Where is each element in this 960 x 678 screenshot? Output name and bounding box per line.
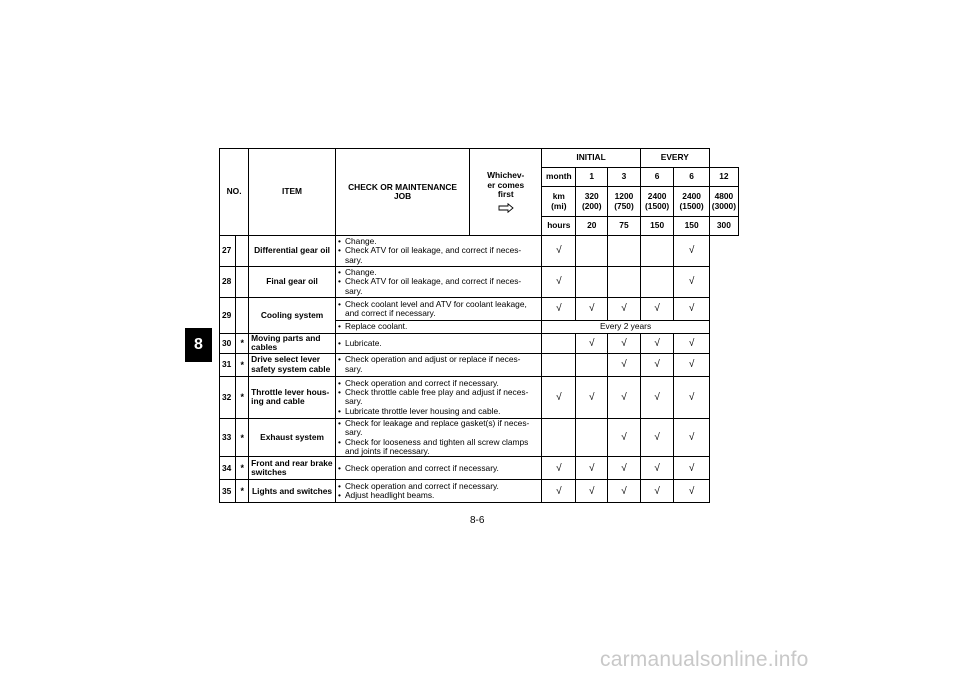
watermark: carmanualsonline.info bbox=[600, 648, 809, 671]
header-month-value: 1 bbox=[576, 168, 608, 187]
job-item bbox=[338, 300, 539, 319]
check-mark-icon: √ bbox=[556, 391, 562, 403]
check-cell bbox=[608, 376, 641, 418]
header-km-value: 320 (200) bbox=[576, 187, 608, 217]
job-item bbox=[338, 246, 539, 265]
check-mark-icon: √ bbox=[588, 337, 595, 349]
check-mark-icon: √ bbox=[654, 359, 660, 371]
table-row bbox=[220, 376, 739, 418]
interval-cell: Every 2 years bbox=[542, 321, 709, 334]
check-cell bbox=[542, 267, 576, 298]
row-item-line: Front and rear brake bbox=[251, 458, 333, 469]
row-item-line: Moving parts and bbox=[251, 333, 321, 343]
check-cell bbox=[576, 267, 608, 298]
header-whichever-first: Whichev- er comes first bbox=[470, 149, 542, 236]
table-row bbox=[220, 418, 739, 457]
check-mark-icon: √ bbox=[588, 303, 595, 315]
row-item bbox=[249, 298, 336, 334]
job-line: Check operation and correct if necessary. bbox=[344, 377, 499, 388]
header-every: EVERY bbox=[640, 149, 709, 168]
check-cell bbox=[674, 267, 709, 298]
row-job bbox=[335, 298, 541, 321]
job-item bbox=[338, 407, 539, 416]
job-line: sary. bbox=[344, 285, 363, 296]
check-cell bbox=[608, 298, 641, 321]
header-km-value: 4800 (3000) bbox=[709, 187, 738, 217]
check-cell bbox=[674, 236, 709, 267]
check-mark-icon: √ bbox=[688, 462, 695, 474]
check-cell bbox=[674, 418, 709, 457]
page-number: 8-6 bbox=[470, 515, 485, 526]
row-item-line: Drive select lever bbox=[251, 354, 321, 365]
check-mark-icon: √ bbox=[688, 337, 695, 349]
check-cell bbox=[640, 376, 674, 418]
check-cell bbox=[542, 236, 576, 267]
job-list bbox=[338, 419, 539, 457]
table-row bbox=[220, 236, 739, 267]
section-tab: 8 bbox=[185, 328, 212, 362]
row-item bbox=[249, 480, 336, 503]
job-list bbox=[338, 300, 539, 319]
job-line: Check operation and adjust or replace if neces- bbox=[344, 354, 521, 365]
job-line: Check operation and correct if necessary. bbox=[344, 481, 499, 492]
check-cell bbox=[542, 298, 576, 321]
check-mark-icon: √ bbox=[621, 432, 627, 444]
check-mark-icon: √ bbox=[688, 391, 695, 403]
job-line: Check ATV for oil leakage, and correct if neces- bbox=[344, 245, 522, 256]
row-star bbox=[236, 236, 249, 267]
check-cell bbox=[608, 418, 641, 457]
row-star bbox=[236, 298, 249, 334]
table-row bbox=[220, 267, 739, 298]
check-mark-icon: √ bbox=[688, 432, 695, 444]
header-month-label: month bbox=[542, 168, 576, 187]
check-cell bbox=[640, 480, 674, 503]
check-mark-icon: √ bbox=[556, 485, 562, 497]
check-mark-icon: √ bbox=[654, 485, 660, 497]
check-mark-icon: √ bbox=[588, 391, 595, 403]
header-km-label: km (mi) bbox=[542, 187, 576, 217]
check-mark-icon: √ bbox=[621, 462, 627, 474]
check-cell bbox=[640, 236, 674, 267]
row-number: 27 bbox=[220, 236, 236, 267]
header-month-value: 12 bbox=[709, 168, 738, 187]
header-hours-value: 150 bbox=[640, 217, 674, 236]
job-list bbox=[338, 379, 539, 417]
row-number: 35 bbox=[220, 480, 236, 503]
job-line: Check operation and correct if necessary. bbox=[344, 462, 499, 473]
header-job: CHECK OR MAINTENANCE JOB bbox=[335, 149, 469, 236]
header-hours-value: 20 bbox=[576, 217, 608, 236]
check-mark-icon: √ bbox=[654, 303, 660, 315]
job-line: Check ATV for oil leakage, and correct if neces- bbox=[344, 276, 522, 287]
row-item bbox=[249, 418, 336, 457]
check-cell bbox=[640, 298, 674, 321]
row-number: 32 bbox=[220, 376, 236, 418]
job-item bbox=[338, 388, 539, 407]
job-item bbox=[338, 491, 539, 500]
job-list bbox=[338, 339, 539, 348]
check-cell bbox=[608, 334, 641, 354]
table-row bbox=[220, 353, 739, 376]
check-cell bbox=[576, 376, 608, 418]
check-mark-icon: √ bbox=[654, 391, 660, 403]
job-line: Check for looseness and tighten all screw clamps bbox=[344, 436, 529, 447]
row-item-line: Lights and switches bbox=[252, 485, 333, 496]
job-line: and joints if necessary. bbox=[344, 446, 430, 457]
check-cell bbox=[608, 457, 641, 480]
row-number: 33 bbox=[220, 418, 236, 457]
check-cell bbox=[576, 298, 608, 321]
check-cell bbox=[640, 457, 674, 480]
row-number: 29 bbox=[220, 298, 236, 334]
check-cell bbox=[542, 480, 576, 503]
header-month-value: 3 bbox=[608, 168, 641, 187]
row-item bbox=[249, 353, 336, 376]
row-item bbox=[249, 267, 336, 298]
row-item-line: cables bbox=[251, 342, 278, 353]
check-cell bbox=[576, 236, 608, 267]
row-number: 30 bbox=[220, 334, 236, 354]
row-job bbox=[335, 334, 541, 354]
header-month-value: 6 bbox=[674, 168, 709, 187]
check-mark-icon: √ bbox=[654, 432, 660, 444]
row-star: * bbox=[236, 418, 249, 457]
job-item bbox=[338, 339, 539, 348]
job-line: Lubricate. bbox=[344, 337, 382, 348]
row-item-line: Differential gear oil bbox=[254, 245, 330, 256]
check-cell bbox=[608, 480, 641, 503]
check-cell bbox=[542, 353, 576, 376]
check-cell bbox=[542, 418, 576, 457]
job-item bbox=[338, 355, 539, 374]
arrow-right-outline-icon bbox=[498, 203, 514, 213]
job-line: Check coolant level and ATV for coolant leakage, bbox=[344, 298, 527, 309]
check-cell bbox=[542, 457, 576, 480]
check-mark-icon: √ bbox=[556, 276, 562, 288]
row-item-line: Exhaust system bbox=[260, 431, 324, 442]
table-row bbox=[220, 457, 739, 480]
job-line: sary. bbox=[344, 363, 363, 374]
row-job bbox=[335, 267, 541, 298]
job-item bbox=[338, 464, 539, 473]
check-mark-icon: √ bbox=[556, 245, 562, 257]
check-cell bbox=[640, 267, 674, 298]
row-star: * bbox=[236, 457, 249, 480]
check-mark-icon: √ bbox=[588, 462, 595, 474]
job-line: Adjust headlight beams. bbox=[344, 490, 435, 501]
row-item bbox=[249, 457, 336, 480]
row-number: 28 bbox=[220, 267, 236, 298]
row-item-line: safety system cable bbox=[251, 363, 331, 374]
job-item bbox=[338, 419, 539, 438]
check-cell bbox=[576, 418, 608, 457]
job-line: Change. bbox=[344, 266, 377, 277]
row-item-line: Cooling system bbox=[260, 309, 324, 320]
job-line: Lubricate throttle lever housing and cable. bbox=[344, 405, 501, 416]
maintenance-rows bbox=[220, 236, 739, 503]
row-number: 34 bbox=[220, 457, 236, 480]
check-cell bbox=[674, 376, 709, 418]
check-mark-icon: √ bbox=[556, 303, 562, 315]
header-item: ITEM bbox=[249, 149, 336, 236]
check-cell bbox=[674, 298, 709, 321]
check-mark-icon: √ bbox=[621, 303, 627, 315]
row-item bbox=[249, 334, 336, 354]
table-row bbox=[220, 334, 739, 354]
job-line: and correct if necessary. bbox=[344, 308, 436, 318]
row-star: * bbox=[236, 376, 249, 418]
row-star: * bbox=[236, 334, 249, 354]
check-cell bbox=[608, 267, 641, 298]
check-mark-icon: √ bbox=[588, 485, 595, 497]
header-hours-value: 150 bbox=[674, 217, 709, 236]
row-job bbox=[335, 457, 541, 480]
check-mark-icon: √ bbox=[688, 359, 695, 371]
row-star: * bbox=[236, 353, 249, 376]
job-line: Replace coolant. bbox=[344, 321, 408, 332]
job-item bbox=[338, 438, 539, 457]
job-line: Change. bbox=[344, 235, 377, 246]
row-star: * bbox=[236, 480, 249, 503]
row-item-line: switches bbox=[251, 467, 287, 478]
row-number: 31 bbox=[220, 353, 236, 376]
periodic-maintenance-table bbox=[219, 148, 739, 503]
header-hours-value: 300 bbox=[709, 217, 738, 236]
header-km-value: 1200 (750) bbox=[608, 187, 641, 217]
check-mark-icon: √ bbox=[688, 303, 695, 315]
header-km-value: 2400 (1500) bbox=[640, 187, 674, 217]
row-item bbox=[249, 376, 336, 418]
check-cell bbox=[576, 353, 608, 376]
check-cell bbox=[640, 418, 674, 457]
check-mark-icon: √ bbox=[654, 337, 660, 349]
row-item-line: ing and cable bbox=[251, 396, 305, 407]
header-hours-value: 75 bbox=[608, 217, 641, 236]
check-cell bbox=[576, 334, 608, 354]
job-line: sary. bbox=[344, 427, 363, 438]
row-job bbox=[335, 376, 541, 418]
check-cell bbox=[576, 457, 608, 480]
row-job bbox=[335, 418, 541, 457]
check-cell bbox=[542, 334, 576, 354]
job-line: Check for leakage and replace gasket(s) if neces- bbox=[344, 417, 530, 428]
job-list bbox=[338, 268, 539, 296]
check-mark-icon: √ bbox=[654, 462, 660, 474]
job-line: sary. bbox=[344, 254, 363, 265]
job-line: sary. bbox=[344, 396, 363, 407]
header-month-value: 6 bbox=[640, 168, 674, 187]
check-mark-icon: √ bbox=[621, 391, 627, 403]
header-no: NO. bbox=[220, 149, 249, 236]
job-item bbox=[338, 322, 539, 331]
job-list bbox=[338, 355, 539, 374]
row-item bbox=[249, 236, 336, 267]
header-hours-label: hours bbox=[542, 217, 576, 236]
row-star bbox=[236, 267, 249, 298]
header-km-value: 2400 (1500) bbox=[674, 187, 709, 217]
check-mark-icon: √ bbox=[688, 485, 695, 497]
row-item-line: Final gear oil bbox=[266, 276, 318, 287]
check-cell bbox=[674, 334, 709, 354]
table-row bbox=[220, 480, 739, 503]
check-cell bbox=[640, 334, 674, 354]
check-cell bbox=[674, 457, 709, 480]
check-mark-icon: √ bbox=[621, 337, 627, 349]
check-cell bbox=[674, 480, 709, 503]
table-row bbox=[220, 298, 739, 321]
check-mark-icon: √ bbox=[556, 462, 562, 474]
row-item-line: Throttle lever hous- bbox=[251, 386, 330, 397]
check-mark-icon: √ bbox=[688, 245, 695, 257]
row-job bbox=[335, 321, 541, 334]
check-cell bbox=[608, 236, 641, 267]
check-mark-icon: √ bbox=[621, 359, 627, 371]
job-line: Check throttle cable free play and adjust if neces- bbox=[344, 386, 529, 397]
check-mark-icon: √ bbox=[621, 485, 627, 497]
job-list bbox=[338, 237, 539, 265]
check-cell bbox=[542, 376, 576, 418]
check-mark-icon: √ bbox=[688, 276, 695, 288]
job-list bbox=[338, 464, 539, 473]
header-initial: INITIAL bbox=[542, 149, 640, 168]
row-job bbox=[335, 236, 541, 267]
row-job bbox=[335, 480, 541, 503]
check-cell bbox=[640, 353, 674, 376]
job-list bbox=[338, 482, 539, 501]
check-cell bbox=[608, 353, 641, 376]
job-list bbox=[338, 322, 539, 331]
check-cell bbox=[674, 353, 709, 376]
check-cell bbox=[576, 480, 608, 503]
job-item bbox=[338, 277, 539, 296]
row-job bbox=[335, 353, 541, 376]
